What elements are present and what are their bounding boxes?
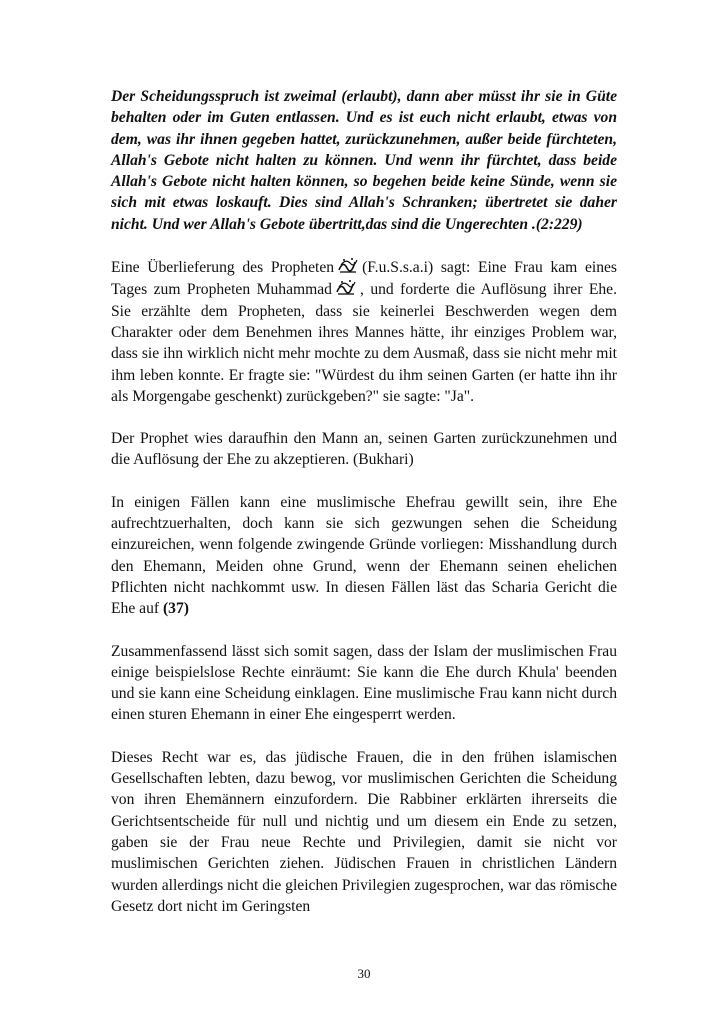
salutation-calligraphy-icon — [335, 278, 357, 296]
paragraph-prophet-instruction: Der Prophet wies daraufhin den Mann an, seinen Garten zurückzunehmen und die Auflösung der Ehe zu akzeptieren. (Bukhari) — [111, 430, 617, 469]
paragraph-summary: Zusammenfassend lässt sich somit sagen, dass der Islam der muslimischen Frau einige beispielslose Rechte einräumt: Sie kann die Ehe durch Khula' beenden und sie kann eine Scheidung einklagen. Eine muslimische Frau kann nicht durch einen sturen Ehemann in einer Ehe eingesperrt werden. — [111, 642, 617, 724]
hadith-paragraph — [111, 256, 617, 407]
footnote-reference: (37) — [162, 600, 189, 618]
hadith-text-part2: (F.u.S.s.a.i) sagt: Eine Frau kam eines Tages zum Propheten Muhammad — [111, 259, 617, 299]
page-body — [111, 86, 617, 938]
paragraph-divorce-reasons — [111, 492, 617, 620]
quran-verse: Der Scheidungsspruch ist zweimal (erlaubt), dann aber müsst ihr sie in Güte behalten oder im Guten entlassen. Und es ist euch nicht erlaubt, etwas von dem, was ihr ihnen gegeben hattet, zurückzunehmen, außer beide fürchteten, Allah's Gebote nicht halten zu können. Und wenn ihr fürchtet, dass beide Allah's Gebote nicht halten können, so begehen beide keine Sünde, wenn sie sich mit etwas loskauft. Dies sind Allah's Schranken; übertretet sie daher nicht. Und wer Allah's Gebote übertritt,das sind die Ungerechten .(2:229) — [111, 88, 617, 233]
salutation-calligraphy-icon — [337, 256, 359, 274]
hadith-text-part3: , und forderte die Auflösung ihrer Ehe. Sie erzählte dem Propheten, dass sie keinerlei Beschwerden wegen dem Charakter oder dem Benehmen ihres Mannes hätte, ihr einziges Problem war, dass sie ihn wirklich nicht mehr mochte zu dem Ausmaß, dass sie nicht mehr mit ihm leben konnte. Er fragte sie: "Würdest du ihm seinen Garten (er hatte ihn ihr als Morgengabe geschenkt) zurückgeben?" sie sagte: "Ja". — [111, 281, 617, 405]
paragraph-divorce-reasons-text: In einigen Fällen kann eine muslimische Ehefrau gewillt sein, ihre Ehe aufrechtzuerhalten, doch kann sie sich gezwungen sehen die Scheidung einzureichen, wenn folgende zwingende Gründe vorliegen: Misshandlung durch den Ehemann, Meiden ohne Grund, wenn der Ehemann seinen ehelichen Pflichten nicht nachkommt usw. In diesen Fällen läst das Scharia Gericht die Ehe auf — [111, 493, 617, 618]
hadith-text-part1: Eine Überlieferung des Propheten — [111, 259, 335, 277]
paragraph-jewish-women: Dieses Recht war es, das jüdische Frauen, die in den frühen islamischen Gesellschaften lebten, dazu bewog, vor muslimischen Gerichten die Scheidung von ihren Ehemännern einzufordern. Die Rabbiner erklärten ihrerseits die Gerichtsentscheide für null und nichtig und um diesem ein Ende zu setzen, gaben sie der Frau neue Rechte und Privilegien, damit sie nicht vor muslimischen Gerichten ziehen. Jüdischen Frauen in christlichen Ländern wurden allerdings nicht die gleichen Privilegien zugesprochen, war das römische Gesetz dort nicht im Geringsten — [111, 748, 617, 915]
page-number: 30 — [357, 966, 371, 981]
